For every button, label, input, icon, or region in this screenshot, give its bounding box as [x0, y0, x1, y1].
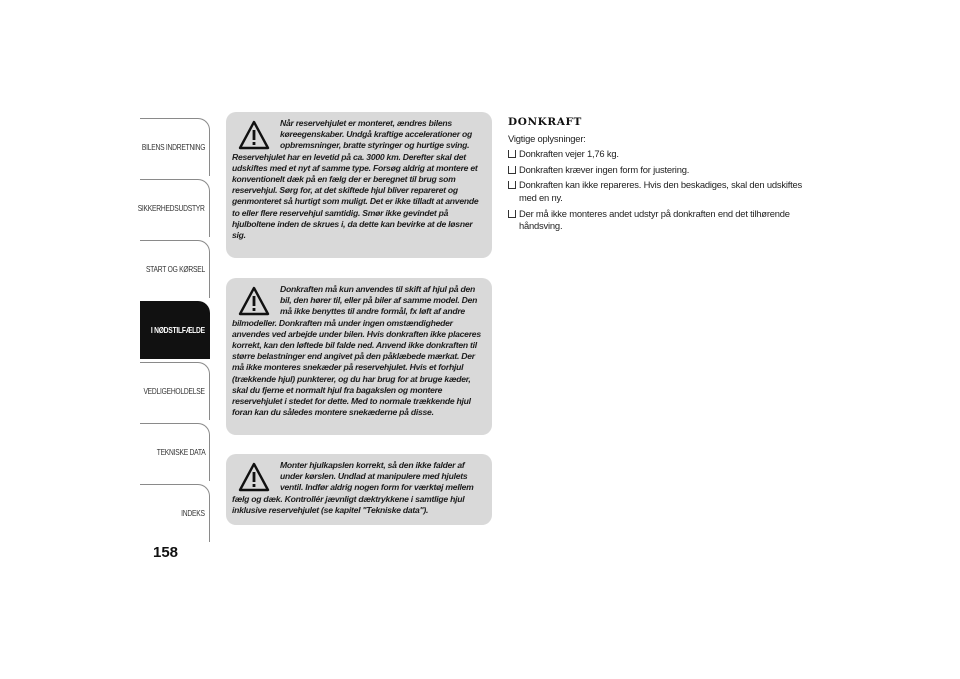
tab-sikkerhedsudstyr[interactable] — [140, 179, 210, 237]
page-number: 158 — [153, 544, 179, 561]
warning-text: Donkraften må kun anvendes til skift af hjul på den bil, den hører til, eller på biler af samme model. Den må ikke benyttes til andre formål, fx løft af andre bilmodeller. Donkraften må under ingen omstændigheder anvendes ved arbejde under bilen. Hvis donkraften ikke placeres korrekt, kan den løftede bil falde ned. Anvend ikke donkraften til større belastninger end angivet på den påklæbede mærkat. Der må ikke monteres snekæder på reservehjulet. Hvis et forhjul (trækkende hjul) punkterer, og du har brug for at bruge kæder, skal du fjerne et normalt hjul fra bagakslen og montere reservehjulet i stedet for dette. Med to normale trækkende hjul foran kan du således montere snekæderne på disse. — [232, 284, 481, 418]
warning-text: Monter hjulkapslen korrekt, så den ikke falder af under kørslen. Undlad at manipulere med hjulets ventil. Indfør aldrig nogen form for værktøj mellem fælg og dæk. Kontrollér jævnligt dæktrykkene i samtlige hjul inklusive reservehjulet (se kapitel "Tekniske data"). — [232, 460, 474, 515]
tab-label: I NØDSTILFÆLDE — [150, 326, 205, 335]
list-item: Donkraften kan ikke repareres. Hvis den beskadiges, skal den udskiftes med en ny. — [508, 179, 808, 204]
donkraft-section — [508, 116, 808, 236]
list-item: Donkraften kræver ingen form for justering. — [508, 164, 808, 177]
checkbox-bullet-icon — [508, 181, 516, 189]
tab-bilens-indretning[interactable] — [140, 118, 210, 176]
tab-label: TEKNISKE DATA — [156, 448, 205, 457]
list-item: Der må ikke monteres andet udstyr på donkraften end det tilhørende håndsving. — [508, 208, 808, 233]
list-item: Donkraften vejer 1,76 kg. — [508, 148, 808, 161]
checkbox-bullet-icon — [508, 210, 516, 218]
tab-label: START OG KØRSEL — [146, 265, 205, 274]
checkbox-bullet-icon — [508, 166, 516, 174]
tab-label: INDEKS — [181, 509, 205, 518]
tab-label: SIKKERHEDSUDSTYR — [138, 204, 205, 213]
chapter-tabs — [140, 118, 210, 548]
warning-box-donkraft-brug — [226, 278, 492, 435]
tab-tekniske-data[interactable] — [140, 423, 210, 481]
tab-start-og-korsel[interactable] — [140, 240, 210, 298]
warning-triangle-icon — [238, 120, 270, 150]
warning-box-reservehjul — [226, 112, 492, 258]
checkbox-bullet-icon — [508, 150, 516, 158]
warning-box-hjulkapsel — [226, 454, 492, 525]
info-list — [508, 148, 808, 233]
tab-i-nodstilfaelde[interactable] — [140, 301, 210, 359]
warning-triangle-icon — [238, 286, 270, 316]
section-heading: DONKRAFT — [508, 116, 582, 128]
tab-indeks[interactable] — [140, 484, 210, 542]
tab-label: VEDLIGEHOLDELSE — [143, 387, 205, 396]
warning-text: Når reservehjulet er monteret, ændres bilens køreegenskaber. Undgå kraftige accelerationer og opbremsninger, bratte styringer og hurtige sving. Reservehjulet har en levetid på ca. 3000 km. Derefter skal det udskiftes med et nyt af samme type. Forsøg aldrig at montere et konventionelt dæk på en fælg der er beregnet til brug som reservehjul. Sørg for, at det skiftede hjul bliver repareret og genmonteret så hurtigt som muligt. Det er ikke tilladt at anvende to eller flere reservehjul samtidig. Smør ikke gevindet på hjulboltene inden de skrues i, da dette kan bevirke at de løsner sig. — [232, 118, 479, 241]
section-intro: Vigtige oplysninger: — [508, 132, 586, 144]
tab-label: BILENS INDRETNING — [141, 143, 205, 152]
warning-triangle-icon — [238, 462, 270, 492]
tab-vedligeholdelse[interactable] — [140, 362, 210, 420]
